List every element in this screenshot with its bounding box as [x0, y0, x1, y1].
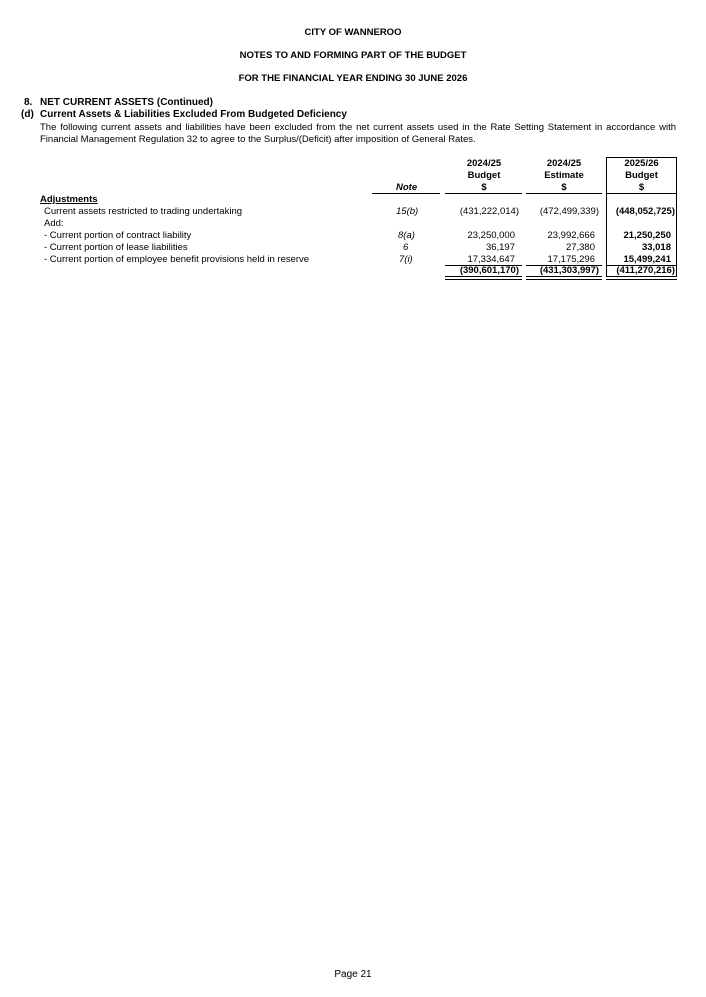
row-note: 6 [403, 242, 409, 253]
col3-total-double-underline [606, 276, 677, 280]
org-name: CITY OF WANNEROO [304, 27, 402, 38]
total-estimate-2425: (431,303,997) [539, 265, 599, 276]
col-type: Budget [625, 170, 658, 181]
total-budget-2526: (411,270,216) [616, 265, 675, 276]
row-value-estimate-2425: (472,499,339) [539, 206, 599, 217]
col-type: Estimate [544, 170, 584, 181]
note-header-underline [372, 193, 440, 194]
note-header: Note [396, 182, 418, 193]
row-value-budget-2425: 17,334,647 [467, 254, 515, 265]
col1-header-underline [445, 193, 522, 194]
section-description: The following current assets and liabilities have been excluded from the net current assets used in the Rate Setting Statement in accordance with Financial Management Regulation 32 to agree to the Surplus/(Deficit) after imposition of General Rates. [40, 122, 676, 145]
row-value-budget-2425: 23,250,000 [467, 230, 515, 241]
subsection-label: (d) [21, 109, 34, 120]
row-value-budget-2526: 33,018 [641, 242, 671, 253]
col-year: 2024/25 [466, 158, 502, 169]
row-note: 8(a) [398, 230, 415, 241]
col2-header-underline [526, 193, 602, 194]
period-title: FOR THE FINANCIAL YEAR ENDING 30 JUNE 2026 [238, 73, 468, 84]
section-number: 8. [24, 97, 33, 108]
subsection-title: Current Assets & Liabilities Excluded From Budgeted Deficiency [40, 109, 347, 120]
total-budget-2425: (390,601,170) [459, 265, 519, 276]
adjustments-heading: Adjustments [40, 194, 98, 205]
row-value-estimate-2425: 17,175,296 [547, 254, 595, 265]
col-unit: $ [638, 182, 645, 193]
col3-header-underline [606, 193, 677, 194]
col-unit: $ [481, 182, 487, 193]
row-label: Add: [44, 218, 64, 229]
col-type: Budget [467, 170, 501, 181]
col2-total-double-underline [526, 276, 602, 280]
row-value-estimate-2425: 27,380 [565, 242, 595, 253]
col-unit: $ [561, 182, 567, 193]
col-header-budget-2425 [445, 158, 523, 194]
row-label: - Current portion of lease liabilities [44, 242, 188, 253]
col-year: 2025/26 [624, 158, 659, 169]
row-value-estimate-2425: 23,992,666 [547, 230, 595, 241]
col-header-budget-2526 [606, 158, 677, 194]
row-label: Current assets restricted to trading undertaking [44, 206, 243, 217]
row-value-budget-2425: (431,222,014) [459, 206, 519, 217]
row-value-budget-2526: 21,250,250 [623, 230, 671, 241]
col-header-estimate-2425 [525, 158, 603, 194]
row-note: 15(b) [396, 206, 419, 217]
document-title: NOTES TO AND FORMING PART OF THE BUDGET [239, 50, 467, 61]
row-label: - Current portion of contract liability [44, 230, 192, 241]
row-note: 7(i) [399, 254, 413, 265]
col1-total-double-underline [445, 276, 522, 280]
section-title: NET CURRENT ASSETS (Continued) [40, 97, 213, 108]
page-number: Page 21 [334, 969, 372, 980]
col-year: 2024/25 [546, 158, 582, 169]
row-value-budget-2526: (448,052,725) [615, 206, 675, 217]
row-value-budget-2526: 15,499,241 [623, 254, 671, 265]
row-label: - Current portion of employee benefit provisions held in reserve [44, 254, 310, 265]
row-value-budget-2425: 36,197 [485, 242, 515, 253]
